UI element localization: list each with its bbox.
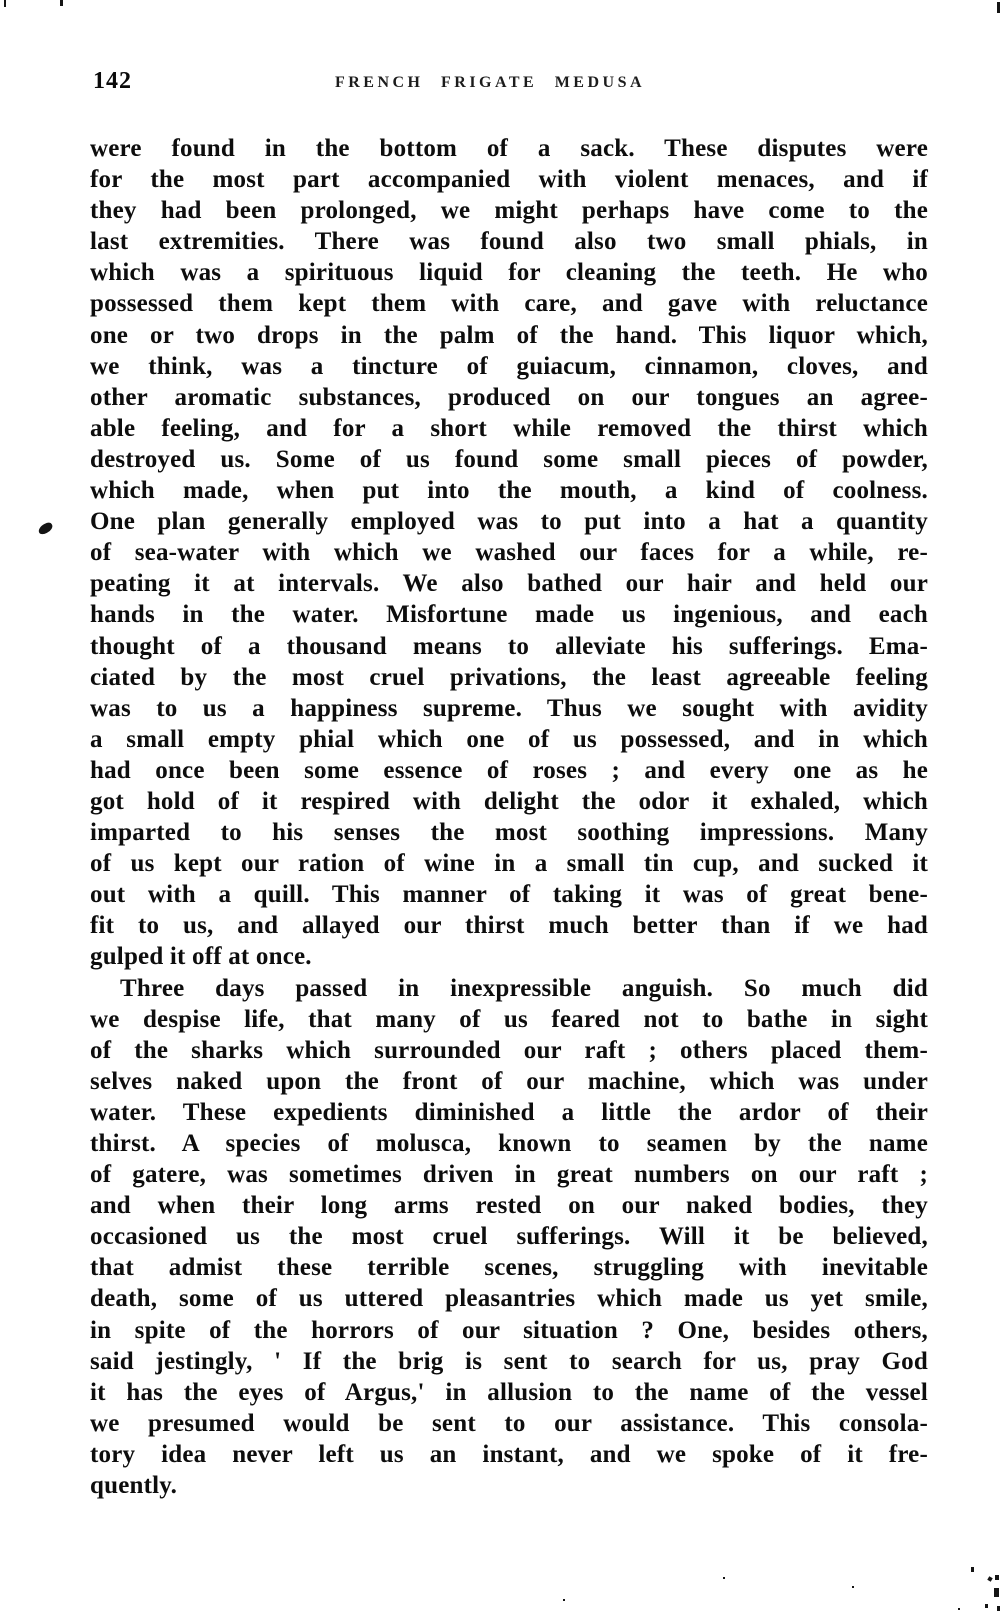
scan-speck — [723, 1577, 725, 1579]
text-line: was to us a happiness supreme. Thus we sought with avidity — [90, 694, 928, 722]
scan-speck — [563, 1599, 565, 1601]
paragraph-2 — [90, 973, 928, 1502]
text-line: last extremities. There was found also two small phials, in — [90, 228, 928, 256]
ink-speck — [37, 521, 54, 536]
text-line: they had been prolonged, we might perhaps have come to the — [90, 197, 928, 225]
text-line: of us kept our ration of wine in a small tin cup, and sucked it — [90, 850, 928, 878]
text-line: quently. — [90, 1472, 178, 1500]
paragraph-1 — [90, 133, 928, 973]
page-body-text — [90, 133, 928, 1501]
text-line: in spite of the horrors of our situation ? One, besides others, — [90, 1316, 928, 1344]
text-line: which made, when put into the mouth, a kind of coolness. — [90, 477, 928, 505]
text-line: destroyed us. Some of us found some small pieces of powder, — [90, 445, 928, 473]
text-line: of the sharks which surrounded our raft ; others placed them- — [90, 1036, 928, 1064]
text-line: a small empty phial which one of us possessed, and in which — [90, 725, 928, 753]
text-line: for the most part accompanied with violent menaces, and if — [90, 166, 928, 194]
text-line: other aromatic substances, produced on our tongues an agree- — [90, 383, 928, 411]
text-line: that admist these terrible scenes, struggling with inevitable — [90, 1254, 928, 1282]
scan-speck — [995, 1575, 999, 1580]
text-line: Three days passed in inexpressible anguish. So much did — [120, 974, 928, 1002]
text-line: peating it at intervals. We also bathed our hair and held our — [90, 570, 928, 598]
text-line: selves naked upon the front of our machine, which was under — [90, 1067, 928, 1095]
scan-speck — [994, 1588, 999, 1597]
text-line: it has the eyes of Argus,' in allusion to the name of the vessel — [90, 1378, 928, 1406]
text-line: gulped it off at once. — [90, 943, 312, 971]
text-line: one or two drops in the palm of the hand. This liquor which, — [90, 321, 928, 349]
text-line: had once been some essence of roses ; and every one as he — [90, 756, 928, 784]
text-line: water. These expedients diminished a little the ardor of their — [90, 1098, 928, 1126]
text-line: of sea-water with which we washed our faces for a while, re- — [90, 539, 928, 567]
text-line: got hold of it respired with delight the odor it exhaled, which — [90, 787, 928, 815]
text-line: we presumed would be sent to our assistance. This consola- — [90, 1409, 928, 1437]
text-line: of gatere, was sometimes driven in great numbers on our raft ; — [90, 1161, 928, 1189]
scan-speck — [971, 1567, 974, 1572]
text-line: were found in the bottom of a sack. These disputes were — [90, 135, 928, 162]
running-head: FRENCH FRIGATE MEDUSA — [334, 74, 646, 91]
text-line: fit to us, and allayed our thirst much better than if we had — [90, 912, 928, 940]
scan-speck — [852, 1586, 854, 1588]
text-line: death, some of us uttered pleasantries which made us yet smile, — [90, 1285, 928, 1313]
text-line: occasioned us the most cruel sufferings. Will it be believed, — [90, 1223, 928, 1251]
scan-speck — [985, 1604, 988, 1608]
text-line: we despise life, that many of us feared not to bathe in sight — [90, 1005, 928, 1033]
text-line: said jestingly, ' If the brig is sent to search for us, pray God — [90, 1347, 928, 1375]
text-line: imparted to his senses the most soothing impressions. Many — [90, 819, 928, 847]
text-line: we think, was a tincture of guiacum, cinnamon, cloves, and — [90, 352, 928, 380]
text-line: out with a quill. This manner of taking it was of great bene- — [90, 881, 928, 909]
text-line: One plan generally employed was to put into a hat a quantity — [90, 508, 928, 536]
text-line: tory idea never left us an instant, and we spoke of it fre- — [90, 1440, 928, 1468]
text-line: able feeling, and for a short while removed the thirst which — [90, 414, 928, 442]
scan-speck — [958, 1608, 960, 1610]
text-line: thirst. A species of molusca, known to seamen by the name — [90, 1130, 928, 1157]
text-line: thought of a thousand means to alleviate his sufferings. Ema- — [90, 632, 928, 660]
text-line: possessed them kept them with care, and gave with reluctance — [90, 290, 928, 318]
page-number: 142 — [93, 68, 132, 94]
text-line: which was a spirituous liquid for cleaning the teeth. He who — [90, 259, 928, 287]
text-line: and when their long arms rested on our naked bodies, they — [90, 1192, 928, 1220]
scan-speck — [987, 1576, 992, 1581]
scan-speck — [4, 0, 6, 7]
scan-speck — [60, 0, 63, 6]
text-line: ciated by the most cruel privations, the least agreeable feeling — [90, 663, 928, 691]
text-line: hands in the water. Misfortune made us ingenious, and each — [90, 601, 928, 629]
